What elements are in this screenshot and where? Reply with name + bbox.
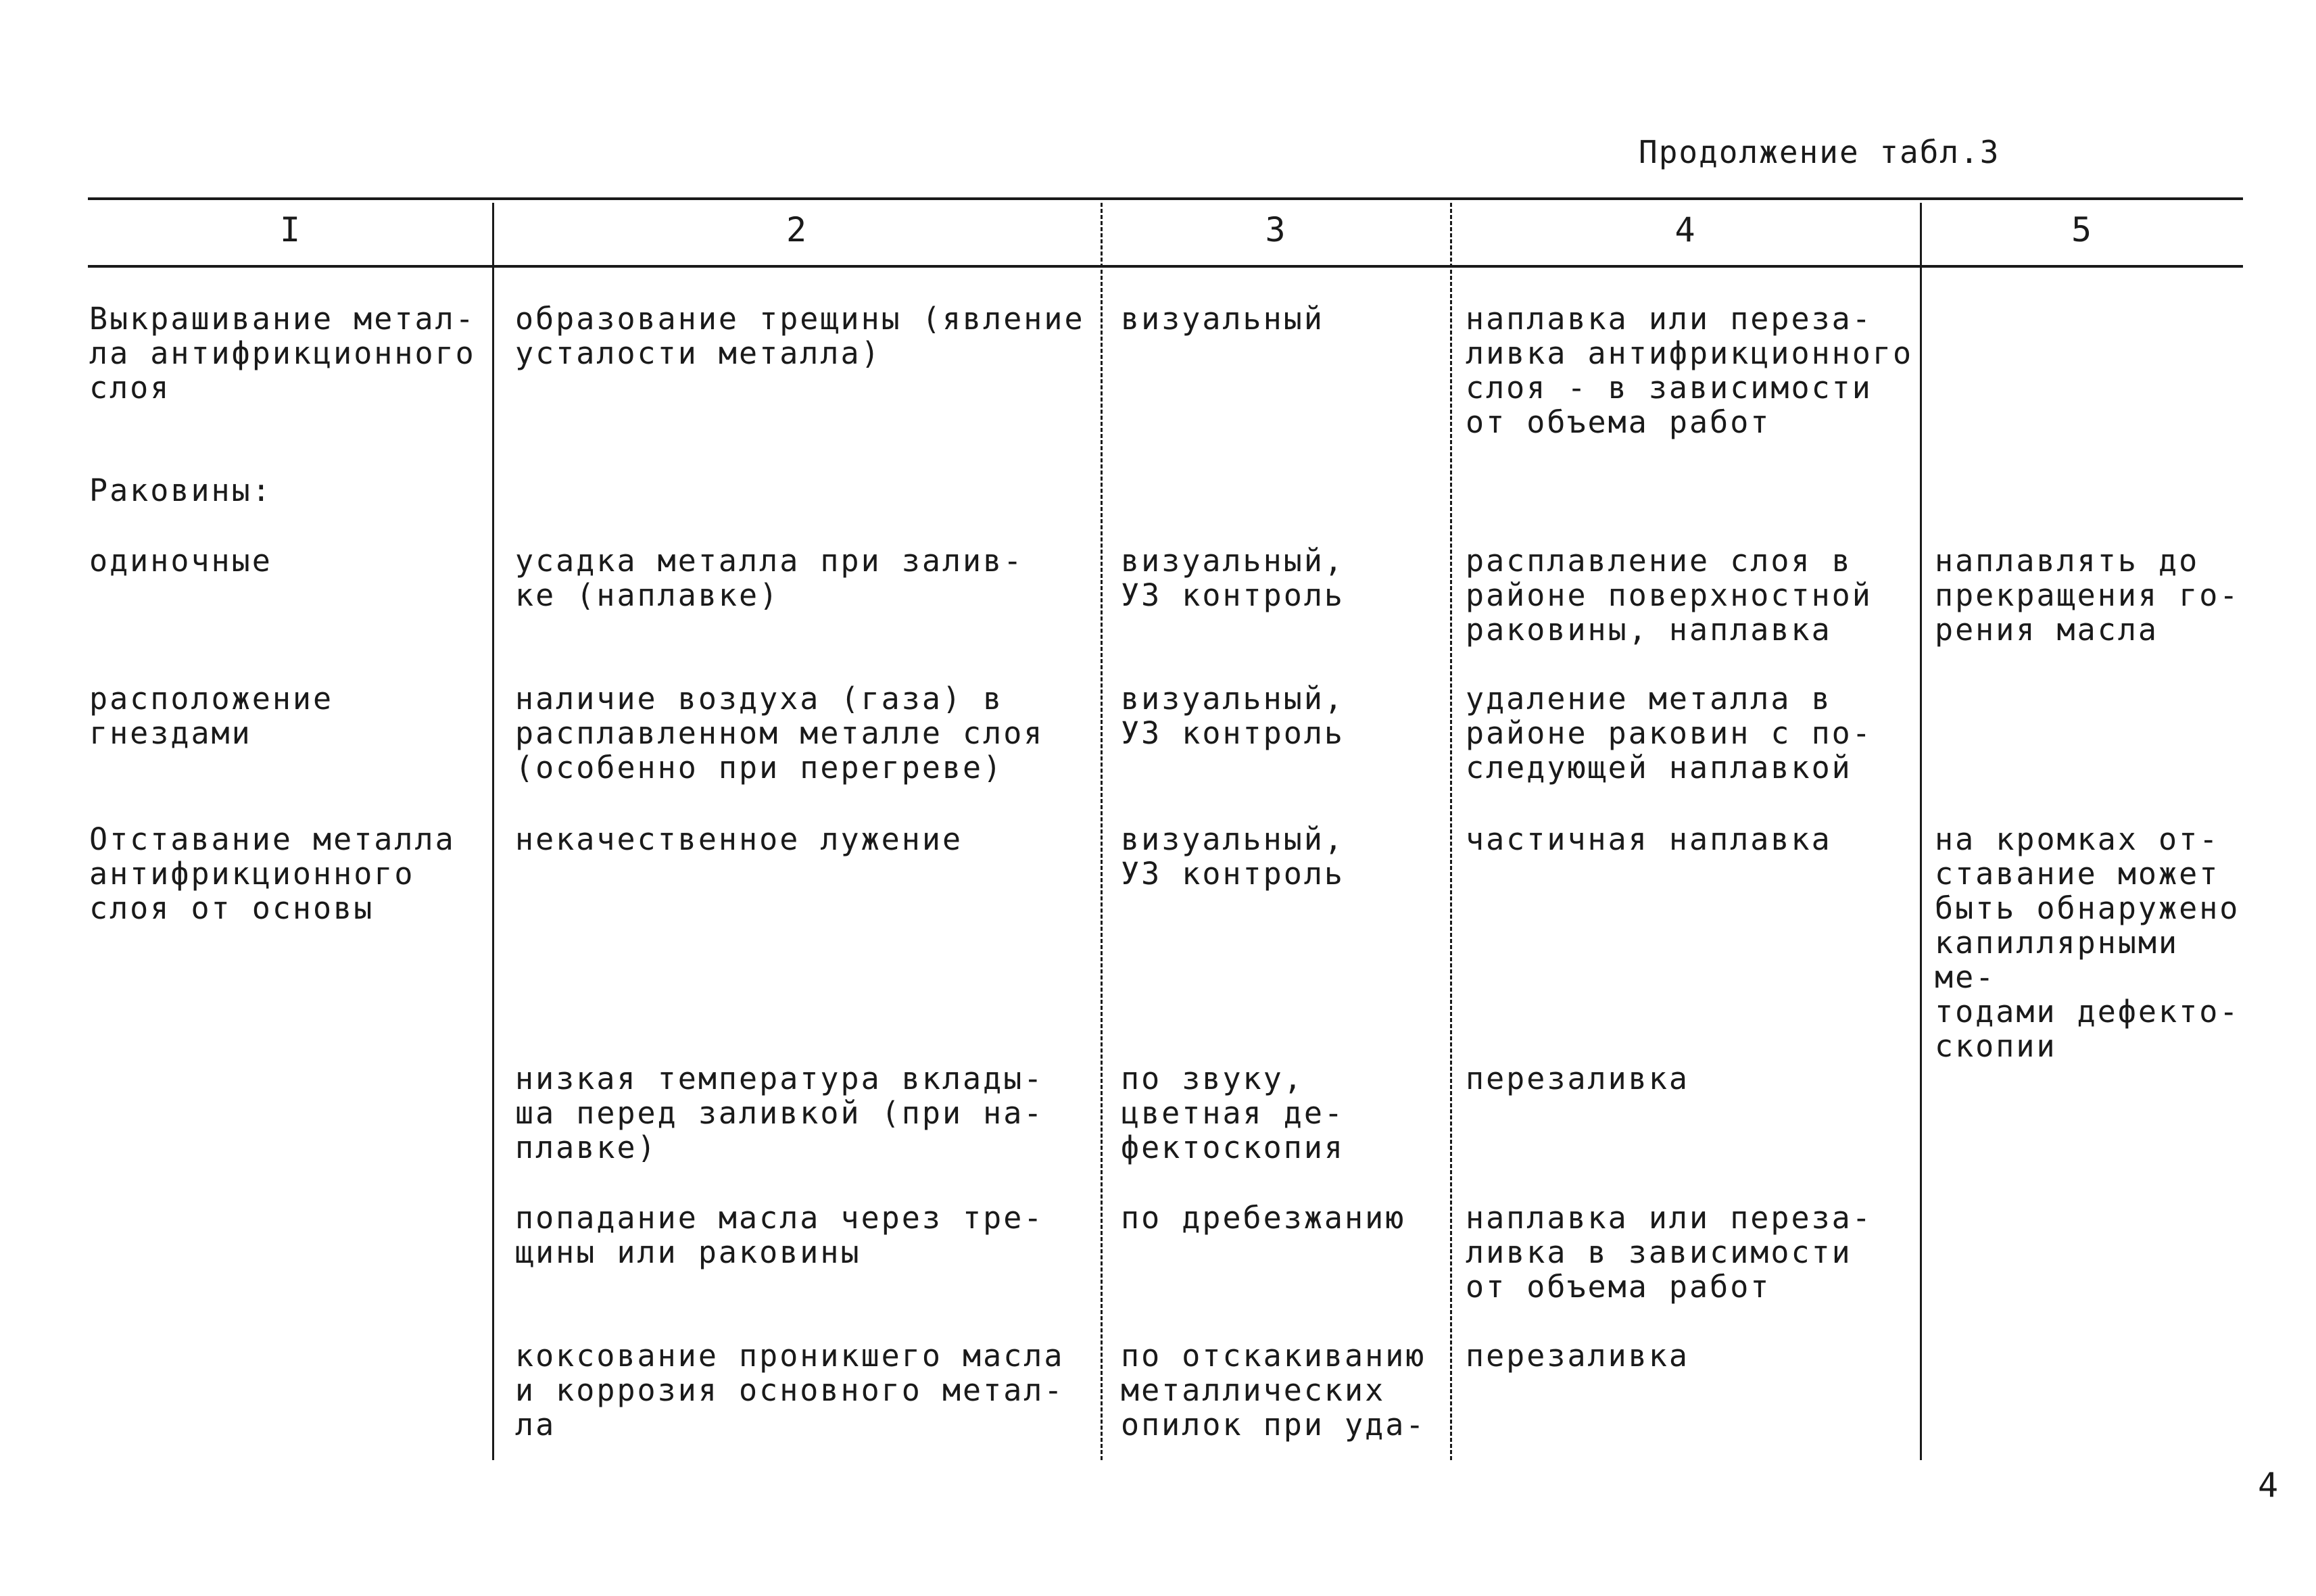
table-top-rule: [88, 197, 2243, 200]
table-cell-defect: Раковины:: [89, 473, 272, 508]
table-cell-defect: Отставание металла антифрикционного слоя от основы: [89, 821, 456, 926]
table-cell-defect: расположение гнездами: [89, 681, 334, 751]
table-cell-remedy: перезаливка: [1466, 1338, 1690, 1374]
column-header-4: 4: [1674, 210, 1695, 249]
column-header-5: 5: [2071, 210, 2092, 249]
table-cell-detection: визуальный, УЗ контроль: [1121, 821, 1345, 892]
table-cell-cause: усадка металла при залив- ке (наплавке): [515, 543, 1024, 613]
table-cell-remedy: удаление металла в районе раковин с по- следующей наплавкой: [1466, 681, 1873, 785]
column-header-1: I: [279, 210, 301, 249]
table-cell-cause: попадание масла через тре- щины или раковины: [515, 1200, 1044, 1270]
table-cell-note: наплавлять до прекращения го- рения масла: [1935, 543, 2240, 648]
table-cell-note: на кромках от- ставание может быть обнаружено капиллярными ме- тодами дефекто- скопии: [1935, 821, 2240, 1064]
table-caption: Продолжение табл.3: [1639, 134, 2000, 170]
table-cell-cause: коксование проникшего масла и коррозия основного метал- ла: [515, 1338, 1065, 1443]
column-header-3: 3: [1265, 210, 1286, 249]
table-cell-cause: образование трещины (явление усталости металла): [515, 301, 1085, 371]
table-cell-remedy: частичная наплавка: [1466, 821, 1832, 857]
table-cell-remedy: перезаливка: [1466, 1061, 1690, 1096]
table-cell-defect: одиночные: [89, 543, 272, 579]
column-header-2: 2: [786, 210, 807, 249]
column-divider-2: [1101, 203, 1103, 1460]
table-cell-detection: визуальный: [1121, 301, 1324, 337]
table-cell-detection: по дребезжанию: [1121, 1200, 1406, 1236]
column-divider-3: [1450, 203, 1452, 1460]
table-cell-cause: низкая температура вклады- ша перед заливкой (при на- плавке): [515, 1061, 1044, 1165]
table-cell-cause: некачественное лужение: [515, 821, 963, 857]
table-cell-remedy: наплавка или переза- ливка антифрикционного слоя - в зависимости от объема работ: [1466, 301, 1914, 440]
table-cell-cause: наличие воздуха (газа) в расплавленном металле слоя (особенно при перегреве): [515, 681, 1044, 785]
page-number: 4: [2258, 1466, 2279, 1505]
table-cell-detection: визуальный, УЗ контроль: [1121, 543, 1345, 613]
column-divider-1: [492, 203, 494, 1460]
table-cell-detection: по звуку, цветная де- фектоскопия: [1121, 1061, 1345, 1165]
table-cell-detection: по отскакиванию металлических опилок при уда-: [1121, 1338, 1426, 1443]
table-cell-remedy: наплавка или переза- ливка в зависимости от объема работ: [1466, 1200, 1873, 1305]
table-cell-remedy: расплавление слоя в районе поверхностной раковины, наплавка: [1466, 543, 1873, 648]
table-cell-detection: визуальный, УЗ контроль: [1121, 681, 1345, 751]
column-divider-4: [1920, 203, 1922, 1460]
table-cell-defect: Выкрашивание метал- ла антифрикционного слоя: [89, 301, 476, 406]
